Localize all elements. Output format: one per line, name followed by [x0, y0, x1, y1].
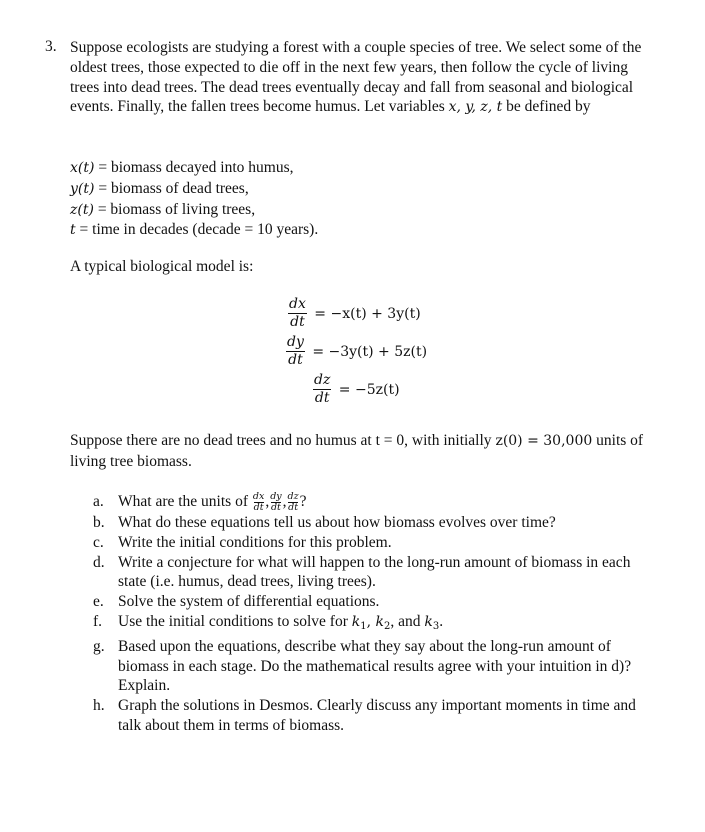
k3-variable: $k_3$ [424, 613, 440, 632]
subpart-list [88, 492, 638, 736]
subpart-marker: a. [93, 493, 104, 510]
derivative-fraction: $\frac{dx}{dt}$ [289, 296, 306, 330]
subpart-e [88, 592, 638, 612]
k1-variable: $k_1$ [351, 613, 367, 632]
equation-rhs: = −5z(t) [334, 381, 400, 398]
subpart-marker: g. [93, 637, 105, 655]
subpart-text: What are the units of [118, 493, 252, 511]
subpart-text: What do these equations tell us about how biomass evolves over time? [118, 514, 556, 531]
subpart-marker: f. [93, 612, 103, 630]
initial-math: z(0) = 30,000 [495, 433, 593, 449]
definition-text: = biomass decayed into humus, [94, 159, 294, 176]
subpart-text: Solve the system of differential equations. [118, 593, 380, 611]
model-intro: A typical biological model is: [70, 258, 254, 275]
intro-variables: x, y, z, t [448, 99, 503, 116]
problem-number: 3. [45, 38, 57, 55]
subpart-marker: e. [93, 593, 104, 611]
subpart-text: Use the initial conditions to solve for [118, 612, 352, 630]
subpart-b [88, 513, 638, 533]
equation-dz [312, 372, 400, 407]
definition-z [70, 200, 318, 221]
subpart-text: Graph the solutions in Desmos. Clearly discuss any important moments in time and talk about them in terms of biomass. [118, 697, 636, 734]
subpart-marker: h. [93, 697, 105, 715]
intro-text: Suppose ecologists are studying a forest with a couple species of tree. We select some of the oldest trees, those expected to die off in the next few years, then follow the cycle of living trees into dead trees. The dead trees eventually decay and fall from seasonal and biological events. Finally, the fallen trees become humus. Let variables [70, 39, 642, 116]
definition-y [70, 179, 318, 200]
subpart-d [88, 553, 638, 593]
derivative-fraction: $\frac{dy}{dt}$ [287, 334, 304, 368]
units-fraction-dx: $\frac{dx}{dt}$ [252, 491, 265, 513]
equation-dx [287, 296, 421, 331]
intro-tail: be defined by [502, 98, 591, 116]
subpart-text: Write a conjecture for what will happen to the long-run amount of biomass in each state (i.e. humus, dead trees, living trees). [118, 553, 631, 591]
problem-intro [70, 38, 650, 118]
subpart-marker: d. [93, 553, 105, 571]
initial-text: Suppose there are no dead trees and no humus at t = 0, with initially [70, 432, 496, 449]
definition-symbol: z(t) [70, 201, 94, 218]
equation-rhs: = −3y(t) + 5z(t) [307, 343, 428, 360]
equation-dy [285, 334, 427, 369]
definition-text: = biomass of dead trees, [94, 179, 249, 197]
initial-condition-paragraph [70, 431, 660, 472]
subpart-tail: . [439, 612, 444, 630]
subpart-text: Write the initial conditions for this problem. [118, 533, 392, 551]
definition-symbol: x(t) [70, 160, 95, 176]
subpart-c [88, 533, 638, 553]
units-fraction-dy: $\frac{dy}{dt}$ [270, 491, 282, 513]
k2-variable: $k_2$ [375, 613, 391, 632]
definition-x [70, 158, 318, 179]
subpart-marker: b. [93, 514, 105, 531]
subpart-h [88, 696, 638, 736]
subpart-marker: c. [93, 533, 104, 551]
subpart-g [88, 637, 638, 696]
definition-text: = time in decades (decade = 10 years). [75, 221, 319, 239]
derivative-fraction: $\frac{dz}{dt}$ [314, 372, 331, 406]
initial-tail: units of living tree biomass. [70, 432, 644, 470]
units-fraction-dz: $\frac{dz}{dt}$ [287, 491, 299, 513]
subpart-a: a. What are the units of $\frac{dx}{dt}$ , $\frac{dy}{dt}$ , $\frac{dz}{dt}$ ? [93, 491, 307, 513]
definition-t [70, 220, 318, 241]
variable-definitions [70, 158, 318, 241]
subpart-text: Based upon the equations, describe what they say about the long-run amount of biomass in each stage. Do the mathematical results agree with your intuition in d)? Explain. [118, 637, 632, 695]
subpart-f: f. Use the initial conditions to solve for $k_1$, $k_2$, and $k_3$. [93, 612, 444, 632]
definition-text: = biomass of living trees, [93, 200, 256, 218]
definition-symbol: y(t) [70, 180, 95, 197]
definition-symbol: t [70, 222, 76, 239]
subpart-tail: ? [299, 493, 307, 511]
equation-rhs: = −x(t) + 3y(t) [309, 305, 421, 322]
